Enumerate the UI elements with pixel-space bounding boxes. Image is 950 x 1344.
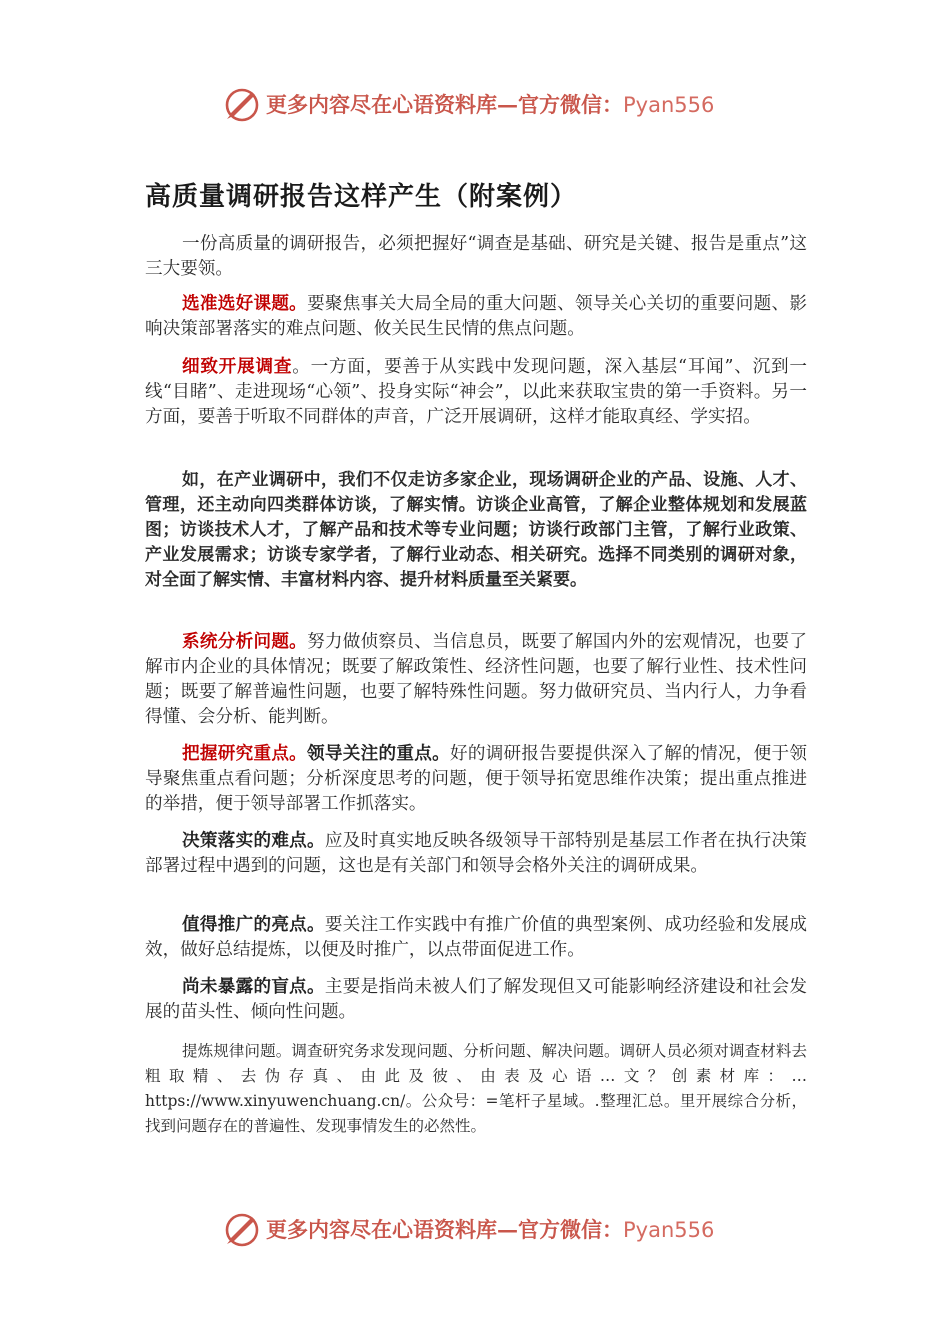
paragraph-highlight: 值得推广的亮点。要关注工作实践中有推广价值的典型案例、成功经验和发展成效，做好总结提炼，以便及时推广，以点带面促进工作。 bbox=[145, 915, 807, 960]
banner-text: 更多内容尽在心语资料库—官方微信：Pyan556 bbox=[266, 92, 715, 117]
page-title: 高质量调研报告这样产生（附案例） bbox=[145, 182, 578, 212]
paragraph-analysis: 系统分析问题。努力做侦察员、当信息员，既要了解国内外的宏观情况，也要了解市内企业的具体情况；既要了解政策性、经济性问题，也要了解行业性、技术性问题；既要了解普遍性问题，也要了解特殊性问题。努力做研究员、当内行人，力争看得懂、会分析、能判断。 bbox=[145, 632, 807, 727]
header-banner bbox=[222, 84, 742, 124]
footer-banner bbox=[222, 1209, 742, 1249]
paragraph-intro: 一份高质量的调研报告，必须把握好“调查是基础、研究是关键、报告是重点”这三大要领。 bbox=[145, 234, 807, 279]
paragraph-topic: 选准选好课题。要聚焦事关大局全局的重大问题、领导关心关切的重要问题、影响决策部署落实的难点问题、攸关民生民情的焦点问题。 bbox=[145, 294, 807, 339]
paragraph-blindspot: 尚未暴露的盲点。主要是指尚未被人们了解发现但又可能影响经济建设和社会发展的苗头性、倾向性问题。 bbox=[145, 977, 807, 1022]
paragraph-investigation: 细致开展调查。一方面，要善于从实践中发现问题，深入基层“耳闻”、沉到一线“目睹”、走进现场“心领”、投身实际“神会”，以此来获取宝贵的第一手资料。另一方面，要善于听取不同群体的声音，广泛开展调研，这样才能取真经、学实招。 bbox=[145, 357, 807, 427]
banner-text: 更多内容尽在心语资料库—官方微信：Pyan556 bbox=[266, 1217, 715, 1242]
paragraph-focus: 把握研究重点。领导关注的重点。好的调研报告要提供深入了解的情况，便于领导聚焦重点看问题；分析深度思考的问题，便于领导拓宽思维作决策；提出重点推进的举措，便于领导部署工作抓落实。 bbox=[145, 744, 807, 814]
paragraph-difficulty: 决策落实的难点。应及时真实地反映各级领导干部特别是基层工作者在执行决策部署过程中遇到的问题，这也是有关部门和领导会格外关注的调研成果。 bbox=[145, 831, 807, 876]
pen-swirl-logo-icon bbox=[222, 84, 262, 124]
pen-swirl-logo-icon bbox=[222, 1209, 262, 1249]
paragraph-patterns: 提炼规律问题。调查研究务求发现问题、分析问题、解决问题。调研人员必须对调查材料去粗取精、去伪存真、由此及彼、由表及心语…文？创素材库：…https://www.xinyuwenchuang.cn/。公众号：=笔杆子星域。.整理汇总。里开展综合分析，找到问题存在的普遍性、发现事情发生的必然性。 bbox=[145, 1042, 807, 1135]
paragraph-example: 如，在产业调研中，我们不仅走访多家企业，现场调研企业的产品、设施、人才、管理，还主动向四类群体访谈，了解实情。访谈企业高管，了解企业整体规划和发展蓝图；访谈技术人才，了解产品和技术等专业问题；访谈行政部门主管，了解行业政策、产业发展需求；访谈专家学者，了解行业动态、相关研究。选择不同类别的调研对象，对全面了解实情、丰富材料内容、提升材料质量至关紧要。 bbox=[145, 470, 807, 590]
